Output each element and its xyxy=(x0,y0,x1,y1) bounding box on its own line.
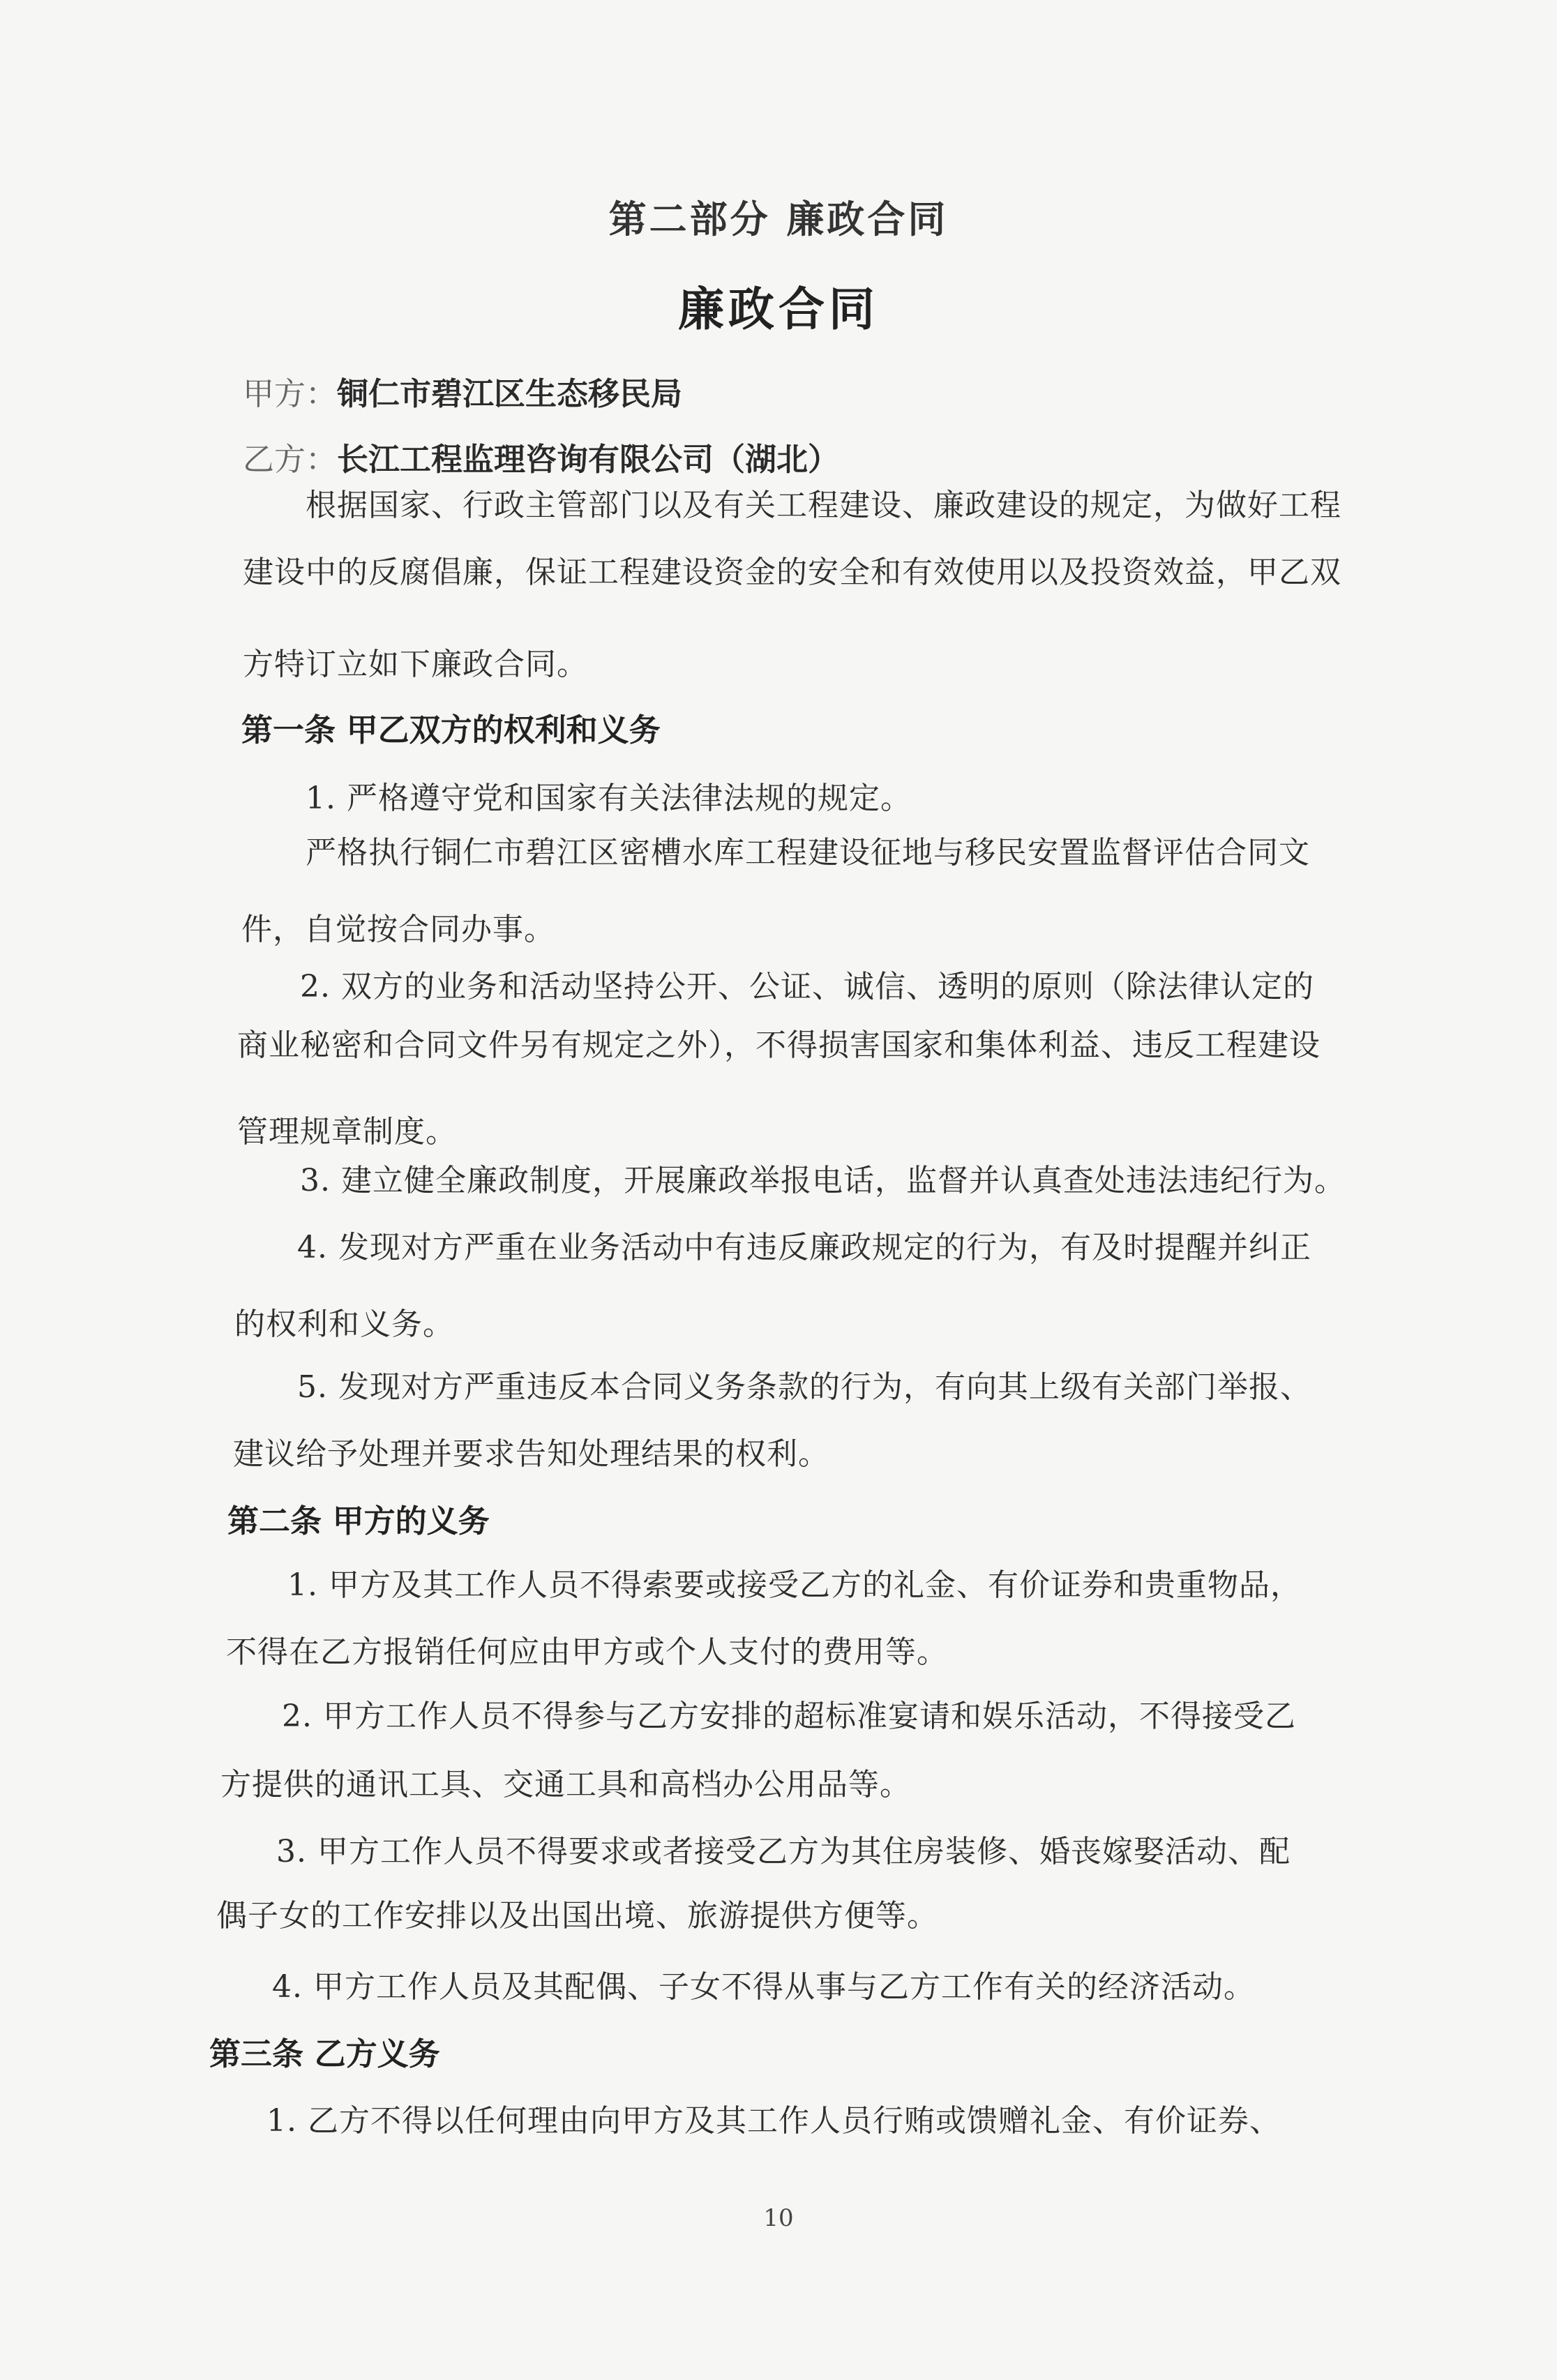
document-title: 廉政合同 xyxy=(678,282,879,336)
article-2-line: 不得在乙方报销任何应由甲方或个人支付的费用等。 xyxy=(226,1634,948,1670)
intro-line: 方特订立如下廉政合同。 xyxy=(243,647,588,682)
article-2-line: 4. 甲方工作人员及其配偶、子女不得从事与乙方工作有关的经济活动。 xyxy=(272,1969,1255,2005)
article-2-heading: 第二条 甲方的义务 xyxy=(227,1502,490,1539)
party-a-label: 甲方： xyxy=(243,375,338,412)
article-1-line: 1. 严格遵守党和国家有关法律法规的规定。 xyxy=(306,781,912,816)
article-1-line: 商业秘密和合同文件另有规定之外），不得损害国家和集体利益、违反工程建设 xyxy=(237,1027,1321,1063)
party-b xyxy=(243,434,839,479)
party-a xyxy=(243,368,682,414)
party-a-name: 铜仁市碧江区生态移民局 xyxy=(337,375,683,412)
article-1-line: 的权利和义务。 xyxy=(234,1306,454,1342)
article-1-line: 2. 双方的业务和活动坚持公开、公证、诚信、透明的原则（除法律认定的 xyxy=(300,969,1314,1004)
article-1-line: 严格执行铜仁市碧江区密槽水库工程建设征地与移民安置监督评估合同文 xyxy=(306,835,1310,871)
article-1-heading: 第一条 甲乙双方的权利和义务 xyxy=(241,711,661,748)
intro-line: 建设中的反腐倡廉，保证工程建设资金的安全和有效使用以及投资效益，甲乙双 xyxy=(243,555,1341,590)
article-1-line: 管理规章制度。 xyxy=(237,1114,457,1150)
article-2-line: 偶子女的工作安排以及出国出境、旅游提供方便等。 xyxy=(216,1898,938,1934)
part-title: 第二部分 廉政合同 xyxy=(608,197,949,241)
party-b-name: 长江工程监理咨询有限公司（湖北） xyxy=(337,441,840,478)
article-3-heading: 第三条 乙方义务 xyxy=(209,2035,440,2072)
page-number: 10 xyxy=(763,2204,794,2232)
article-1-line: 件，自觉按合同办事。 xyxy=(241,912,555,947)
article-3-line: 1. 乙方不得以任何理由向甲方及其工作人员行贿或馈赠礼金、有价证券、 xyxy=(266,2103,1281,2139)
article-2-line: 2. 甲方工作人员不得参与乙方安排的超标准宴请和娱乐活动，不得接受乙 xyxy=(282,1699,1296,1734)
article-1-line: 3. 建立健全廉政制度，开展廉政举报电话，监督并认真查处违法违纪行为。 xyxy=(300,1163,1346,1198)
article-2-line: 1. 甲方及其工作人员不得索要或接受乙方的礼金、有价证券和贵重物品， xyxy=(287,1567,1302,1603)
party-b-label: 乙方： xyxy=(243,441,338,478)
article-1-line: 建议给予处理并要求告知处理结果的权利。 xyxy=(233,1436,829,1472)
article-1-line: 4. 发现对方严重在业务活动中有违反廉政规定的行为，有及时提醒并纠正 xyxy=(297,1230,1311,1265)
article-1-line: 5. 发现对方严重违反本合同义务条款的行为，有向其上级有关部门举报、 xyxy=(297,1369,1311,1405)
article-2-line: 方提供的通讯工具、交通工具和高档办公用品等。 xyxy=(220,1767,911,1802)
intro-line: 根据国家、行政主管部门以及有关工程建设、廉政建设的规定，为做好工程 xyxy=(306,488,1341,523)
article-2-line: 3. 甲方工作人员不得要求或者接受乙方为其住房装修、婚丧嫁娶活动、配 xyxy=(276,1834,1291,1869)
